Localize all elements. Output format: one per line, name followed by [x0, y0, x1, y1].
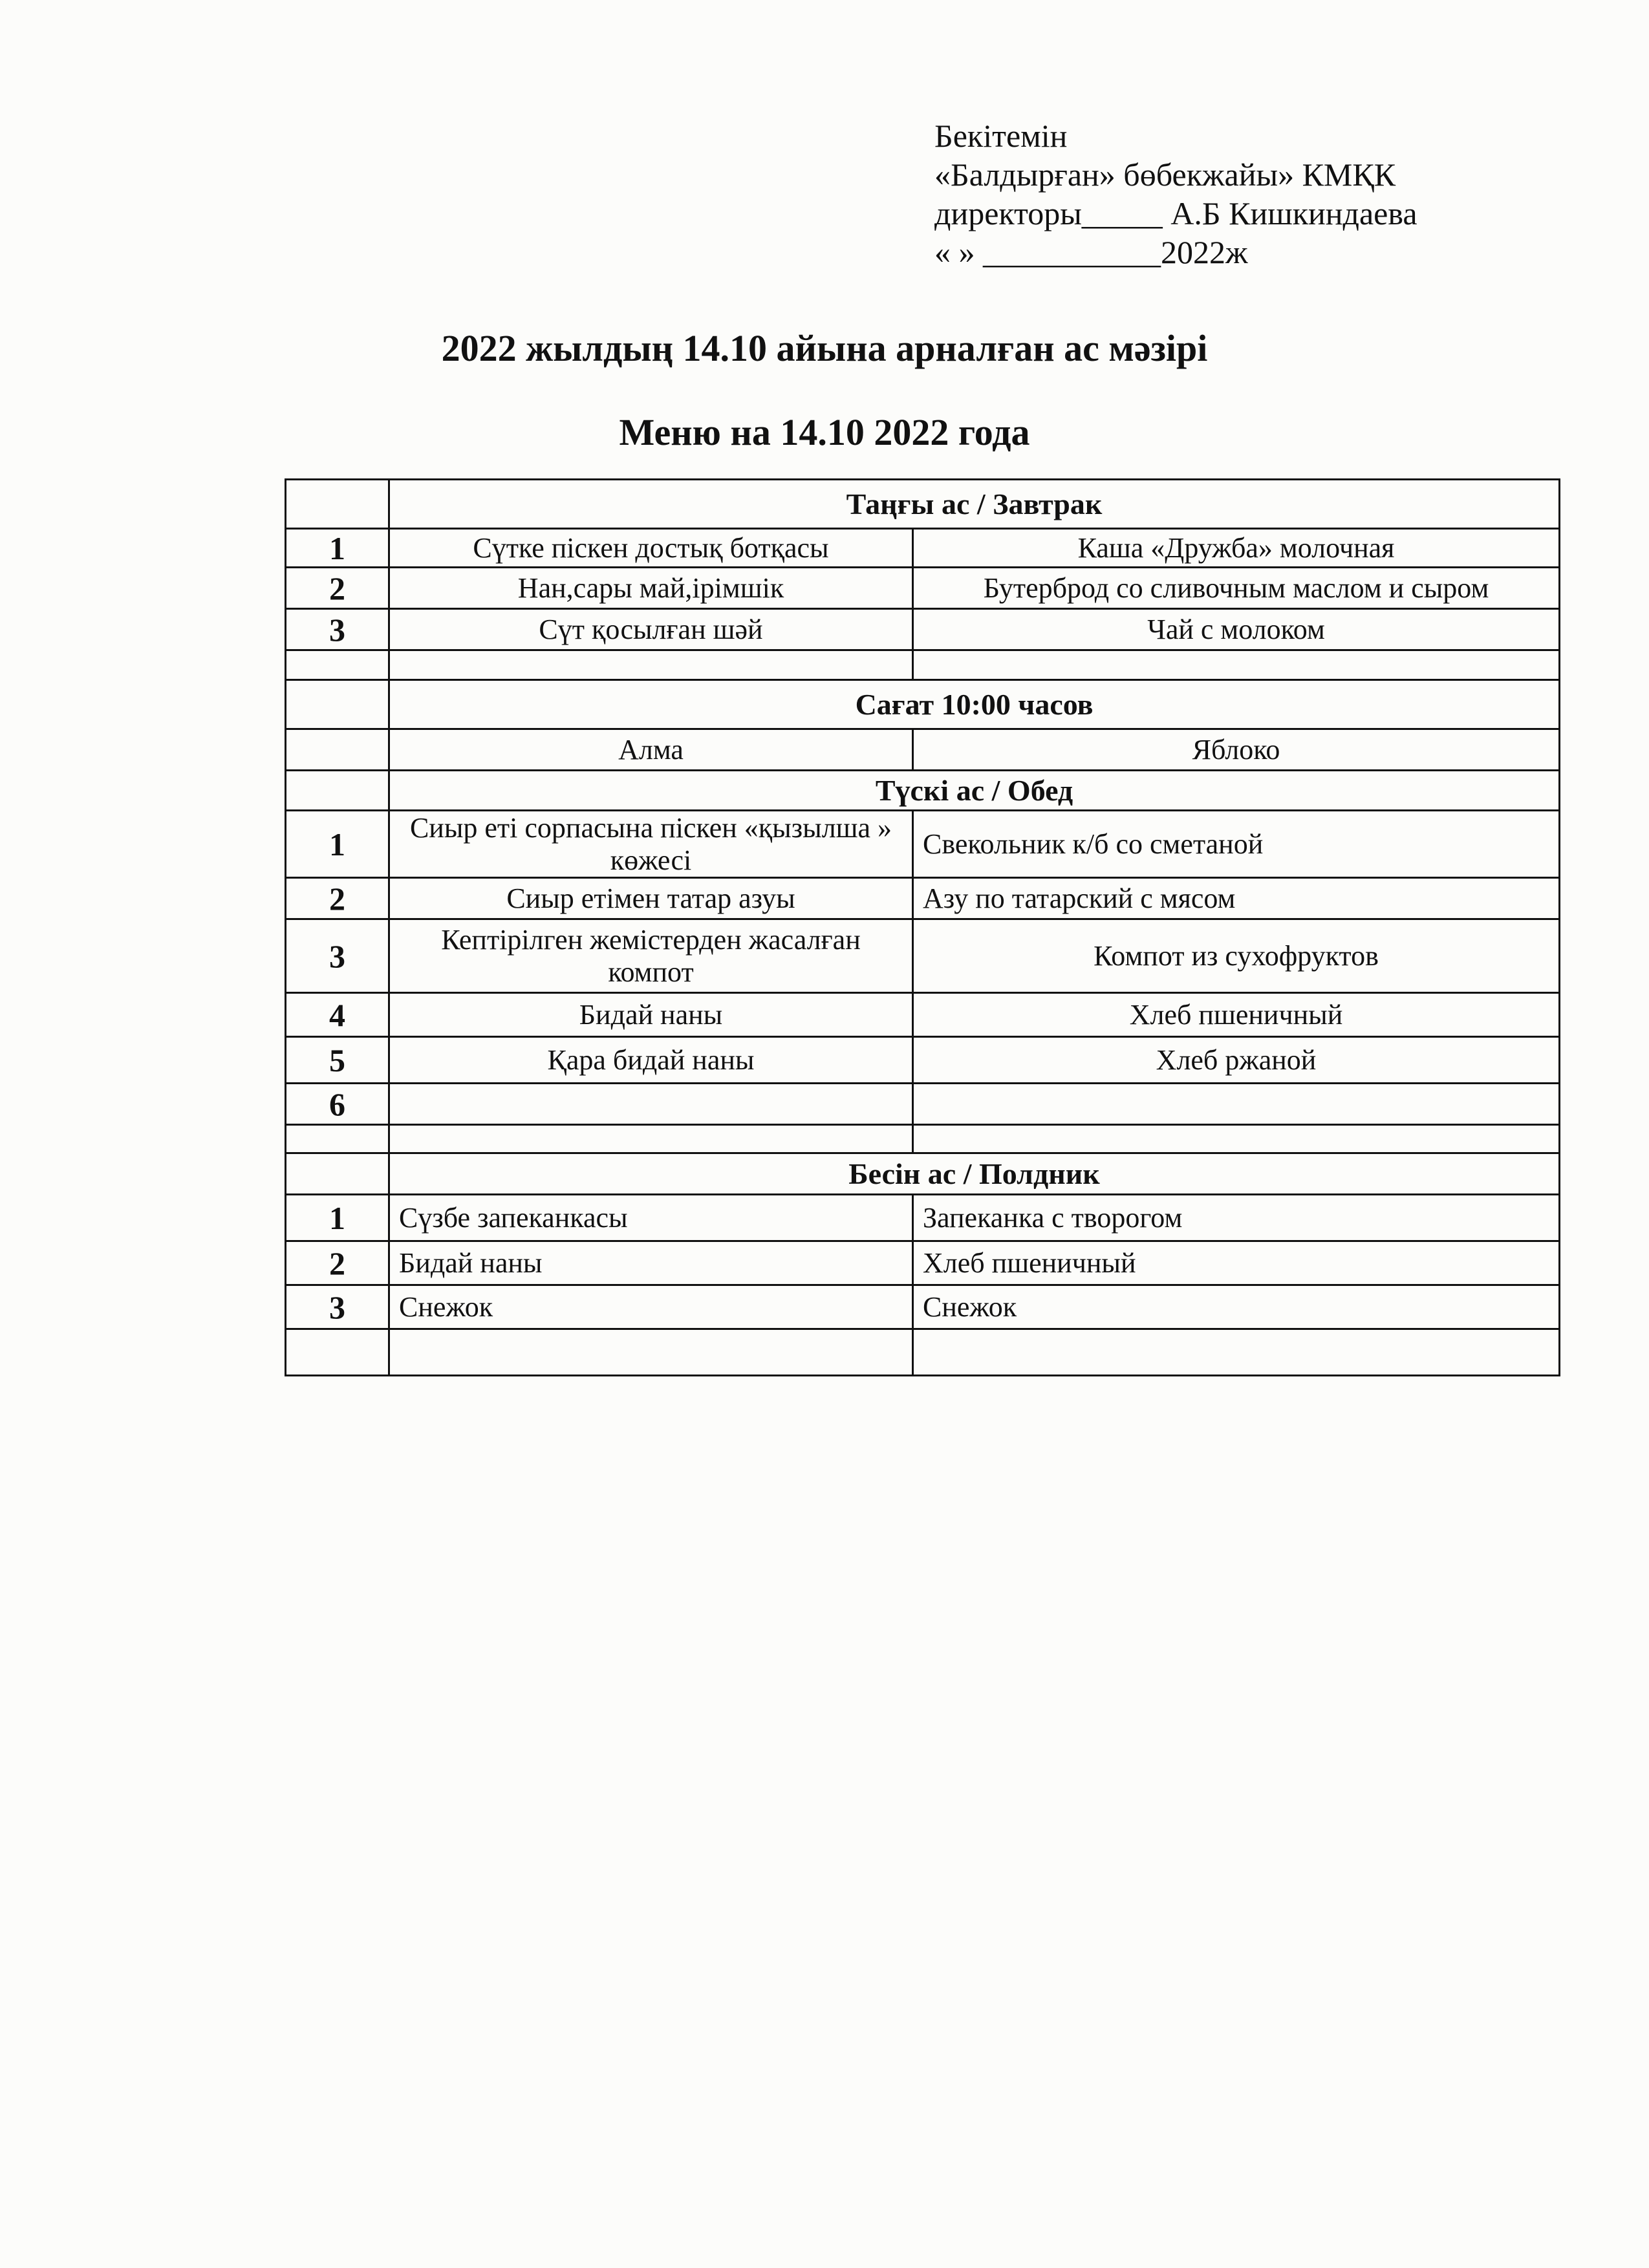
section-title: Бесін ас / Полдник: [389, 1153, 1560, 1195]
dish-kazakh: Қара бидай наны: [389, 1037, 913, 1084]
dish-russian: Запеканка с творогом: [913, 1195, 1560, 1241]
dish-kazakh: Сүт қосылған шәй: [389, 609, 913, 650]
approval-line-4: « » ___________2022ж: [934, 234, 1248, 270]
table-row: [286, 1195, 1560, 1241]
dish-russian: Яблоко: [913, 729, 1560, 771]
dish-russian: Компот из сухофруктов: [913, 919, 1560, 993]
row-number: 1: [286, 1195, 389, 1241]
dish-kazakh: Бидай наны: [389, 1241, 913, 1285]
dish-kazakh: Сүтке піскен достық ботқасы: [389, 529, 913, 568]
title-kazakh: 2022 жылдың 14.10 айына арналған ас мәзірі: [441, 327, 1208, 369]
table-row-empty: [286, 1125, 1560, 1153]
section-header-breakfast: [286, 480, 1560, 529]
table-row: [286, 609, 1560, 650]
row-number: 1: [286, 811, 389, 878]
dish-russian: [913, 1084, 1560, 1125]
dish-kazakh: Сиыр еті сорпасына піскен «қызылша » көжесі: [389, 811, 913, 878]
table-row-empty: [286, 1329, 1560, 1376]
table-row: [286, 811, 1560, 878]
approval-line-3: директоры_____ А.Б Кишкиндаева: [934, 195, 1417, 231]
approval-line-2: «Балдырған» бөбекжайы» КМҚК: [934, 156, 1396, 193]
dish-russian: Чай с молоком: [913, 609, 1560, 650]
row-number: 3: [286, 1285, 389, 1329]
dish-russian: Свекольник к/б со сметаной: [913, 811, 1560, 878]
dish-kazakh: Сиыр етімен татар азуы: [389, 878, 913, 919]
table-row: [286, 568, 1560, 609]
dish-russian: Бутерброд со сливочным маслом и сыром: [913, 568, 1560, 609]
row-number: 2: [286, 1241, 389, 1285]
dish-russian: Хлеб пшеничный: [913, 993, 1560, 1037]
dish-kazakh: Бидай наны: [389, 993, 913, 1037]
dish-kazakh: Нан,сары май,ірімшік: [389, 568, 913, 609]
section-title: Таңғы ас / Завтрак: [389, 480, 1560, 529]
table-row: [286, 1241, 1560, 1285]
section-header-afternoon: [286, 1153, 1560, 1195]
row-number: 2: [286, 878, 389, 919]
dish-kazakh: [389, 1084, 913, 1125]
row-number: 4: [286, 993, 389, 1037]
approval-line-1: Бекітемін: [934, 118, 1068, 154]
approval-block: [934, 116, 1417, 272]
dish-kazakh: Кептірілген жемістерден жасалған компот: [389, 919, 913, 993]
row-number: 6: [286, 1084, 389, 1125]
row-number: 5: [286, 1037, 389, 1084]
dish-russian: Снежок: [913, 1285, 1560, 1329]
dish-kazakh: Снежок: [389, 1285, 913, 1329]
table-row: [286, 1037, 1560, 1084]
dish-russian: Азу по татарский с мясом: [913, 878, 1560, 919]
table-row: [286, 529, 1560, 568]
section-header-lunch: [286, 771, 1560, 811]
dish-kazakh: Алма: [389, 729, 913, 771]
row-number: 2: [286, 568, 389, 609]
dish-russian: Хлеб пшеничный: [913, 1241, 1560, 1285]
table-row: [286, 993, 1560, 1037]
table-row: [286, 729, 1560, 771]
table-row: [286, 919, 1560, 993]
table-row: [286, 1084, 1560, 1125]
dish-kazakh: Сүзбе запеканкасы: [389, 1195, 913, 1241]
table-row-empty: [286, 650, 1560, 680]
menu-table: [285, 478, 1560, 1376]
table-row: [286, 878, 1560, 919]
table-row: [286, 1285, 1560, 1329]
section-title: Сағат 10:00 часов: [389, 680, 1560, 729]
title-russian: Меню на 14.10 2022 года: [619, 411, 1030, 453]
section-header-snack: [286, 680, 1560, 729]
row-number: 1: [286, 529, 389, 568]
row-number: 3: [286, 919, 389, 993]
row-number: 3: [286, 609, 389, 650]
dish-russian: Каша «Дружба» молочная: [913, 529, 1560, 568]
dish-russian: Хлеб ржаной: [913, 1037, 1560, 1084]
section-title: Түскі ас / Обед: [389, 771, 1560, 811]
